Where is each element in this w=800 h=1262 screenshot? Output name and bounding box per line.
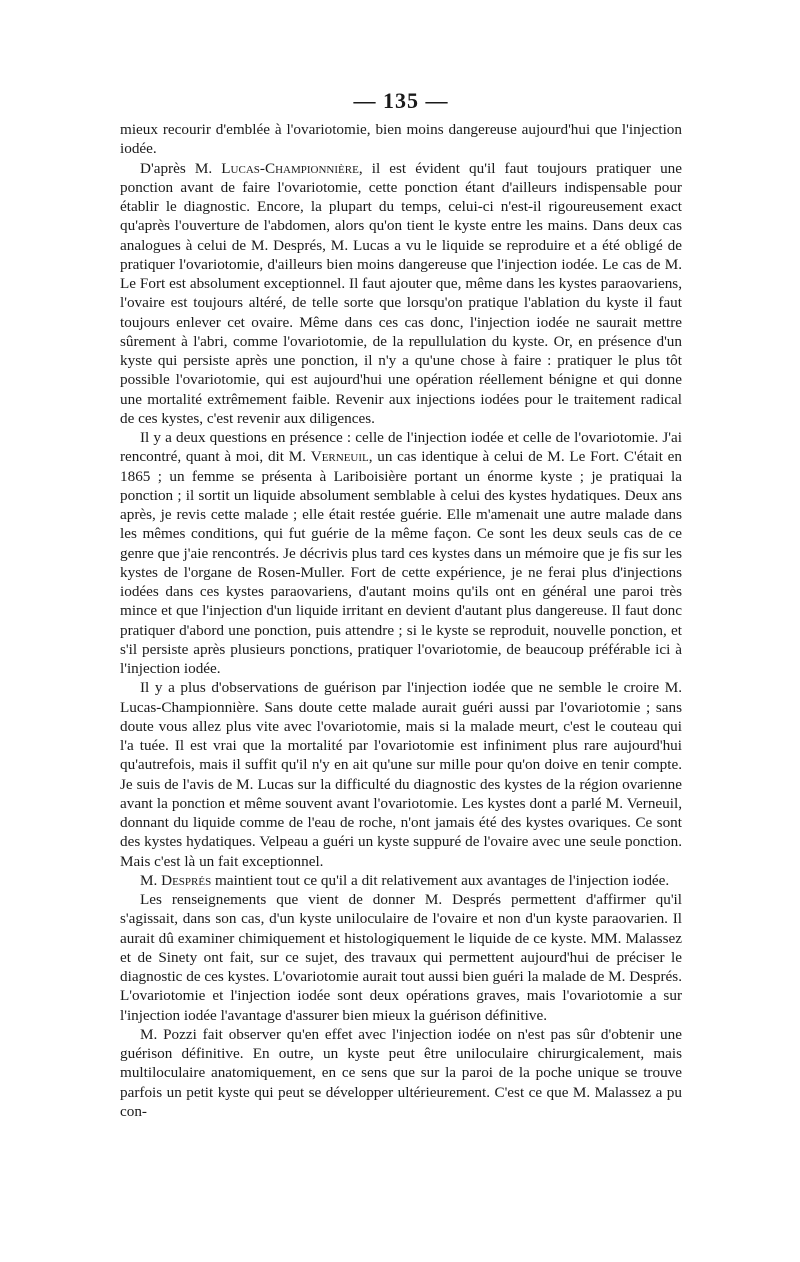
paragraph [120,678,682,871]
paragraph [120,871,682,890]
speaker-name: Després [161,871,212,889]
text-run: Les renseignements que vient de donner M. Després permettent d'affirmer qu'il s'agissait, dans son cas, d'un kyste uniloculaire de l'ovaire et non d'un kyste paraovarien. Il aurait dû examiner chimiquement et histologiquement le liquide de ce kyste. MM. Malassez et de Sinety ont fait, sur ce sujet, des travaux qui permettent aujourd'hui de préciser le diagnostic de ces kystes. L'ovariotomie aurait tout aussi bien guéri la malade de M. Després. L'ovariotomie et l'injection iodée sont deux opérations graves, mais l'ovariotomie a sur l'injection iodée l'avantage d'assurer bien mieux la guérison définitive. [120,891,682,1024]
paragraph [120,159,682,429]
paragraph [120,120,682,159]
text-run: Il y a deux questions en présence : celle de l'injection iodée et celle de l'ovariotomie. J'ai rencontré, quant à moi, dit M. [120,429,682,466]
page-number: — 135 — [353,88,449,113]
text-run: , un cas identique à celui de M. Le Fort. C'était en 1865 ; un femme se présenta à Lariboisière portant un énorme kyste ; je pratiquai la ponction ; il sortit un liquide absolument semblable à celui des kystes hydatiques. Deux ans après, je revis cette malade ; elle était restée guérie. Elle m'amenait une autre malade dans les mêmes conditions, qui fut guérie de la même façon. Ce sont les deux seuls cas de ce genre que j'aie rencontrés. Je décrivis plus tard ces kystes dans un mémoire que je fis sur les kystes de l'organe de Rosen-Muller. Fort de cette expérience, je ne ferai plus d'injections iodées dans ces kystes paraovariens, d'autant moins qu'ils ont en général une paroi très mince et que l'injection d'un liquide irritant en devient d'autant plus dangereuse. Il faut donc pratiquer d'abord une ponction, puis attendre ; si le kyste se reproduit, nouvelle ponction, et s'il persiste après plusieurs ponctions, pratiquer l'ovariotomie, de beaucoup préférable ici à l'injection iodée. [120,448,682,677]
text-run: mieux recourir d'emblée à l'ovariotomie, bien moins dangereuse aujourd'hui que l'injection iodée. [120,121,682,158]
body-text [120,120,682,1121]
text-run: maintient tout ce qu'il a dit relativement aux avantages de l'injection iodée. [211,871,670,889]
paragraph [120,428,682,678]
paragraph [120,890,682,1025]
text-run: M. Pozzi fait observer qu'en effet avec l'injection iodée on n'est pas sûr d'obtenir une guérison définitive. En outre, un kyste peut être uniloculaire chirurgicalement, mais multiloculaire anatomiquement, en ce sens que sur la paroi de la poche unique se trouve parfois un petit kyste qui peut se développer ultérieurement. C'est ce que M. Malassez a pu con- [120,1025,682,1120]
speaker-name: Verneuil [310,448,369,466]
speaker-name: Lucas-Championnière [221,159,359,177]
paragraph [120,1025,682,1121]
text-run: M. [140,871,162,889]
text-run: , il est évident qu'il faut toujours pratiquer une ponction avant de faire l'ovariotomie, cette ponction étant d'ailleurs indispensable pour établir le diagnostic. Encore, la plupart du temps, celui-ci n'est-il rigoureusement exact qu'après l'ouverture de l'abdomen, alors qu'on tient le kyste entre les mains. Dans deux cas analogues à celui de M. Després, M. Lucas a vu le liquide se reproduire et a été obligé de pratiquer l'ovariotomie, d'ailleurs bien moins dangereuse que l'injection iodée. Le cas de M. Le Fort est absolument exceptionnel. Il faut ajouter que, même dans les kystes paraovariens, l'ovaire est toujours altéré, de telle sorte que lorsqu'on pratique l'ablation du kyste il faut toujours enlever cet ovaire. Même dans ces cas donc, l'injection iodée ne saurait mettre sûrement à l'abri, comme l'ovariotomie, de la repullulation du kyste. Or, en présence d'un kyste qui persiste après une ponction, il n'y a qu'une chose à faire : pratiquer le plus tôt possible l'ovariotomie, qui est aujourd'hui une opération réellement bénigne et qui donne une mortalité extrêmement faible. Revenir aux injections iodées pour le traitement radical de ces kystes, c'est revenir aux diligences. [120,159,682,427]
text-run: D'après M. [140,159,222,177]
text-run: Il y a plus d'observations de guérison par l'injection iodée que ne semble le croire M. Lucas-Championnière. Sans doute cette malade aurait guéri aussi par l'ovariotomie ; sans doute vous allez plus vite avec l'ovariotomie, mais si la malade meurt, c'est le couteau qui l'a tuée. Il est vrai que la mortalité par l'ovariotomie est infiniment plus rare aujourd'hui qu'autrefois, mais il suffit qu'il n'y en ait qu'une sur mille pour qu'on doive en tenir compte. Je suis de l'avis de M. Lucas sur la difficulté du diagnostic des kystes de la région ovarienne avant la ponction et même souvent avant l'ovariotomie. Les kystes dont a parlé M. Verneuil, donnant du liquide comme de l'eau de roche, n'ont jamais été des kystes ovariques. Ce sont des kystes hydatiques. Velpeau a guéri un kyste suppuré de l'ovaire avec une seule ponction. Mais c'est là un fait exceptionnel. [120,679,682,870]
